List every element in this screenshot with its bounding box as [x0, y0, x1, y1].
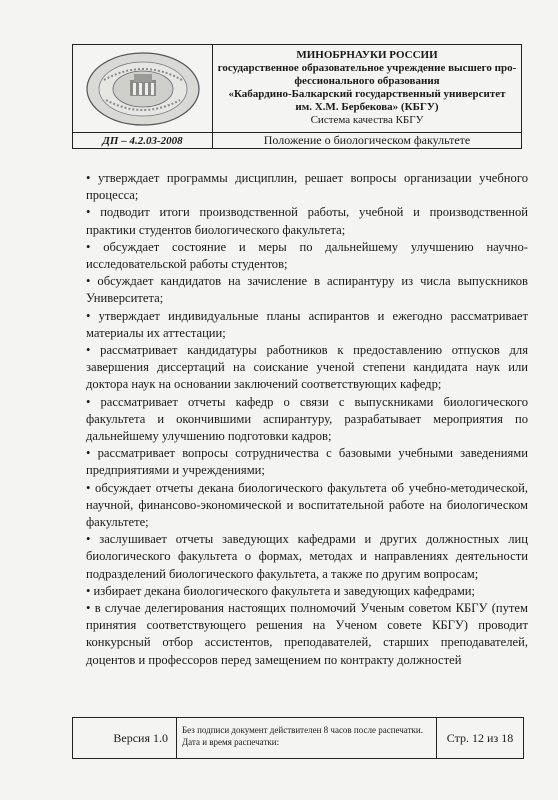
list-item: • в случае делегирования настоящих полномочий Ученым советом КБГУ (путем принятия соответствующего решения на Ученом совете КБГУ) проводит конкурсный отбор ассистентов, преподавателей, старших преподавателей, доцентов и профессоров перед замещением по контракту должностей — [86, 601, 528, 667]
list-item: • заслушивает отчеты заведующих кафедрами и других должностных лиц биологического факультета о формах, методах и направлениях деятельности подразделений биологического факультета, а также по другим вопросам; — [86, 532, 528, 581]
list-item: • подводит итоги производственной работы, учебной и производственной практики студентов биологического факультета; — [86, 205, 528, 237]
quality-system: Система качества КБГУ — [310, 114, 424, 126]
institution-line-2: фессионального образования — [294, 75, 440, 87]
list-item: • рассматривает кандидатуры работников к предоставлению отпусков для завершения диссертаций на соискание ученой степени кандидата наук или доктора наук на основании заключений соответствующих кафедр; — [86, 343, 528, 392]
institution-line-1: государственное образовательное учреждение высшего про- — [217, 62, 517, 74]
page-number: Стр. 12 из 18 — [446, 730, 514, 745]
document-code: ДП – 4.2.03-2008 — [73, 133, 213, 148]
print-validity-note — [177, 718, 437, 758]
university-line-1: «Кабардино-Балкарский государственный университет — [228, 88, 506, 100]
ministry-name: МИНОБРНАУКИ РОССИИ — [296, 49, 438, 61]
list-item: • обсуждает кандидатов на зачисление в аспирантуру из числа выпускников Университета; — [86, 274, 528, 306]
list-item: • избирает декана биологического факультета и заведующих кафедрами; — [86, 583, 476, 598]
print-note-line-2: Дата и время распечатки: — [182, 737, 280, 747]
list-item: • обсуждает состояние и меры по дальнейшему улучшению научно-исследовательской работы студентов; — [86, 239, 528, 272]
list-item: • утверждает программы дисциплин, решает вопросы организации учебного процесса; — [86, 171, 528, 203]
list-item: • обсуждает отчеты декана биологического факультета об учебно-методической, научной, финансово-экономической и воспитательной работе на биологическом факультете; — [86, 480, 528, 530]
print-note-line-1: Без подписи документ действителен 8 часов после распечатки. — [182, 725, 423, 735]
document-title: Положение о биологическом факультете — [263, 133, 471, 147]
university-seal-logo — [84, 50, 202, 128]
version-label: Версия 1.0 — [73, 718, 177, 758]
document-body — [86, 170, 528, 669]
logo-cell — [73, 45, 213, 133]
list-item: • рассматривает отчеты кафедр о связи с выпускниками биологического факультета и окончившими аспирантуру, разрабатывает мероприятия по дальнейшему улучшению подготовки кадров; — [86, 394, 528, 444]
list-item: • рассматривает вопросы сотрудничества с базовыми учебными заведениями предприятиями и учреждениями; — [86, 446, 528, 478]
document-header — [72, 44, 522, 149]
list-item: • утверждает индивидуальные планы аспирантов и ежегодно рассматривает материалы их аттестации; — [86, 308, 528, 340]
header-organization-text — [213, 45, 521, 133]
document-footer — [72, 717, 524, 759]
university-line-2: им. Х.М. Бербекова» (КБГУ) — [295, 101, 439, 113]
